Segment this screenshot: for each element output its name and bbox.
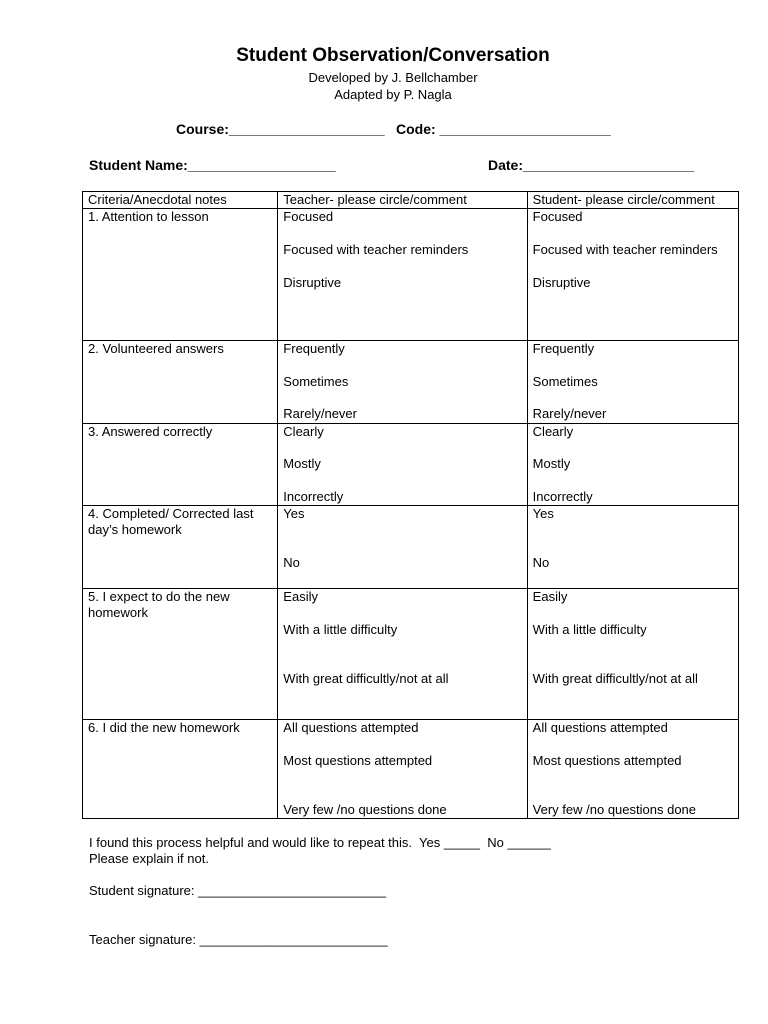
teacher-signature-line: Teacher signature: __________________________: [89, 932, 388, 947]
teacher-cell: [278, 209, 527, 341]
option-text: Very few /no questions done: [283, 802, 447, 817]
student-cell: [527, 341, 738, 424]
option-text: Disruptive: [283, 275, 342, 290]
option-text: With a little difficulty: [532, 622, 647, 637]
criteria-cell: 6. I did the new homework: [83, 720, 278, 819]
header-criteria: Criteria/Anecdotal notes: [83, 192, 278, 209]
student-signature-line: Student signature: __________________________: [89, 883, 387, 898]
option-text: With great difficultly/not at all: [532, 671, 698, 686]
student-cell: [527, 589, 738, 720]
option-text: Clearly: [532, 424, 574, 439]
option-text: Rarely/never: [283, 406, 357, 421]
option-text: Incorrectly: [532, 489, 593, 504]
option-text: Easily: [283, 589, 318, 604]
teacher-cell: [278, 589, 527, 720]
option-text: Frequently: [283, 341, 345, 356]
table-header-row: [83, 192, 739, 209]
page-title: Student Observation/Conversation: [236, 45, 550, 66]
option-text: Mostly: [283, 456, 321, 471]
option-text: Focused with teacher reminders: [283, 242, 469, 257]
option-text: No: [283, 555, 300, 570]
option-text: Very few /no questions done: [532, 802, 697, 817]
criteria-cell: 2. Volunteered answers: [83, 341, 278, 424]
option-text: Yes: [283, 506, 305, 521]
student-cell: [527, 506, 738, 589]
observation-table: [82, 191, 739, 819]
table-row: [83, 589, 739, 720]
criteria-cell: 4. Completed/ Corrected last day’s homework: [83, 506, 278, 589]
option-text: Sometimes: [283, 374, 349, 389]
option-text: All questions attempted: [283, 720, 419, 735]
option-text: Focused with teacher reminders: [532, 242, 718, 257]
table-row: [83, 720, 739, 819]
teacher-cell: [278, 341, 527, 424]
option-text: Most questions attempted: [283, 753, 433, 768]
table-row: [83, 209, 739, 341]
helpful-question: I found this process helpful and would like to repeat this. Yes _____ No ______: [89, 835, 551, 850]
code-field: Code: ______________________: [396, 121, 611, 137]
developed-by-text: Developed by J. Bellchamber: [308, 70, 478, 85]
option-text: Frequently: [532, 341, 595, 356]
teacher-cell: [278, 506, 527, 589]
header-student: Student- please circle/comment: [527, 192, 738, 209]
option-text: With a little difficulty: [283, 622, 398, 637]
student-cell: [527, 424, 738, 506]
student-cell: [527, 720, 738, 819]
teacher-cell: [278, 424, 527, 506]
option-text: No: [532, 555, 550, 570]
table-row: [83, 506, 739, 589]
student-cell: [527, 209, 738, 341]
option-text: Sometimes: [532, 374, 598, 389]
teacher-cell: [278, 720, 527, 819]
explain-prompt: Please explain if not.: [89, 851, 209, 866]
option-text: Focused: [283, 209, 334, 224]
table-row: [83, 341, 739, 424]
option-text: Most questions attempted: [532, 753, 682, 768]
criteria-cell: 1. Attention to lesson: [83, 209, 278, 341]
adapted-by-text: Adapted by P. Nagla: [334, 87, 452, 102]
student-name-field: Student Name:___________________: [89, 157, 336, 173]
table-row: [83, 424, 739, 506]
option-text: With great difficultly/not at all: [283, 671, 449, 686]
option-text: Mostly: [532, 456, 571, 471]
option-text: Disruptive: [532, 275, 591, 290]
option-text: Incorrectly: [283, 489, 344, 504]
option-text: All questions attempted: [532, 720, 668, 735]
option-text: Focused: [532, 209, 583, 224]
option-text: Rarely/never: [532, 406, 607, 421]
criteria-cell: 5. I expect to do the new homework: [83, 589, 278, 720]
course-field: Course:____________________: [176, 121, 385, 137]
header-teacher: Teacher- please circle/comment: [278, 192, 527, 209]
option-text: Clearly: [283, 424, 324, 439]
date-field: Date:______________________: [488, 157, 695, 173]
option-text: Easily: [532, 589, 568, 604]
criteria-cell: 3. Answered correctly: [83, 424, 278, 506]
option-text: Yes: [532, 506, 554, 521]
